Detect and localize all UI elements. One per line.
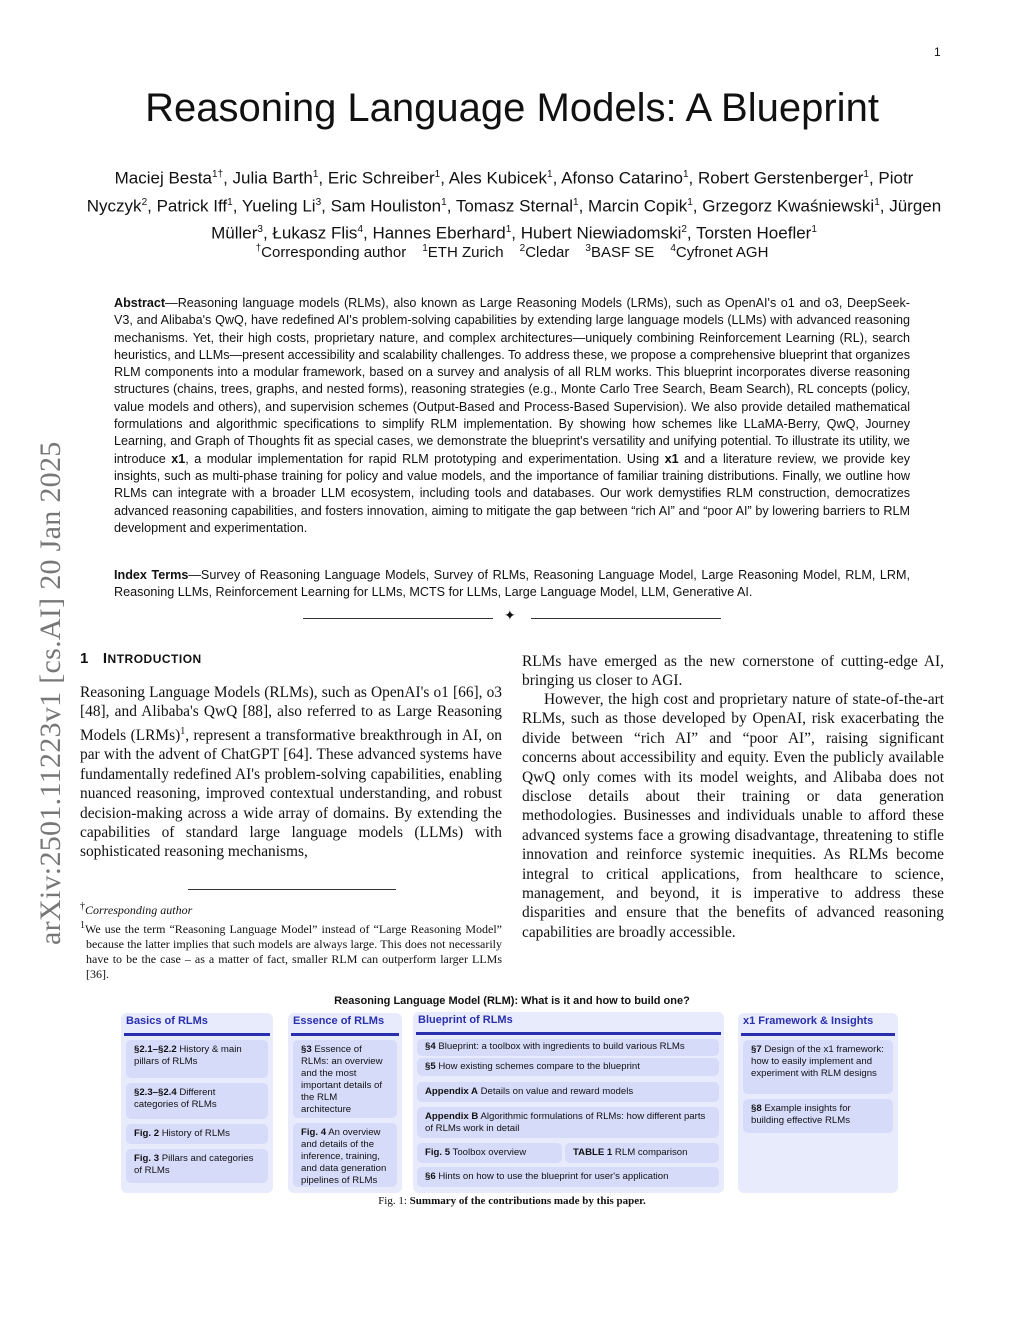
- footnote-text: We use the term “Reasoning Language Model” instead of “Large Reasoning Model” because the latter implies that such models are always large. This does not necessarily have to be the case – as a matter of fact, smaller RLM can outperform larger LLMs [36].: [85, 922, 502, 981]
- item-ref: TABLE 1: [573, 1147, 613, 1158]
- author-name: Sam Houliston: [330, 196, 442, 216]
- intro-paragraph-3: However, the high cost and proprietary nature of state-of-the-art RLMs, such as those developed by OpenAI, risk exacerbating the divide between “rich AI” and “poor AI”, raising significant concerns about accessibility and equity. Even the publicly available QwQ only comes with its model weights, and Alibaba does not disclose details about their training or data generation methodologies. Businesses and individuals unable to afford these advanced systems face a growing disadvantage, threatening to stifle innovation and reinforce systemic inequities. As RLMs become integral to critical applications, from healthcare to science, management, and beyond, it is imperative to address these disparities and ensure that the benefits of advanced reasoning capabilities are broadly accessible.: [522, 691, 944, 941]
- item-text: Different categories of RLMs: [134, 1087, 217, 1110]
- item-text: RLM comparison: [612, 1147, 688, 1158]
- author-name: Afonso Catarino: [561, 168, 683, 188]
- author-name: Torsten Hoefler: [696, 223, 812, 243]
- intro-p1-text-2: , represent a transformative breakthrough in AI, on par with the advent of ChatGPT [64]. These advanced systems have fundamentally redefined AI's problem-solving capabilities, enabling nuanced reasoning, improved contextual understanding, and robust decision-making across a wide array of domains. By extending the capabilities of standard large language models (LLMs) with sophisticated reasoning mechanisms,: [80, 726, 502, 861]
- author-name: Robert Gerstenberger: [698, 168, 864, 188]
- item-text: How existing schemes compare to the blueprint: [435, 1061, 640, 1072]
- section-title-rest: NTRODUCTION: [107, 652, 202, 666]
- panel-item: [126, 1149, 268, 1183]
- panel-item: [565, 1143, 719, 1163]
- item-ref: Fig. 3: [134, 1153, 160, 1164]
- affiliation-text: ETH Zurich: [427, 244, 504, 261]
- author-affiliation-mark: 1: [874, 196, 880, 208]
- panel-item: [743, 1040, 893, 1094]
- panel-x1-framework: [738, 1013, 898, 1193]
- author-list: Maciej Besta$^{1\dagger}$, Julia Barth$^1$, Eric Schreiber$^1$, Ales Kubicek$^1$, Afonso Catarino$^1$, Robert Gerstenberger$^1$, Piotr Nyczyk$^2$, Patrick Iff$^1$, Yueling Li$^3$, Sam Houliston$^1$, Tomasz Sternal$^1$, Marcin Copik$^1$, Grzegorz Kwaśniewski$^1$, Jürgen Müller$^3$, Łukasz Flis$^4$, Hannes Eberhard$^1$, Hubert Niewiadomski$^2$, Torsten Hoefler$^1$: [86, 168, 942, 243]
- item-text: Toolbox overview: [450, 1147, 527, 1158]
- affiliation-mark: 4: [670, 243, 676, 254]
- panel-item: [293, 1040, 397, 1118]
- item-ref: §5: [425, 1061, 436, 1072]
- intro-p1-text: Reasoning Language Models (RLMs), such as OpenAI's o1 [66], o3 [48], and Alibaba's QwQ [88], also referred to as Large Reasoning Models (LRMs): [80, 684, 502, 744]
- affiliation-text: Cyfronet AGH: [675, 244, 769, 261]
- affiliation: [256, 244, 407, 261]
- author-affiliation-mark: 1: [682, 169, 689, 180]
- author-name: Tomasz Sternal: [455, 196, 574, 216]
- panel-item: [417, 1039, 719, 1056]
- panel-item: [126, 1083, 268, 1119]
- author-affiliation-mark: 4: [357, 224, 363, 236]
- item-text: History & main pillars of RLMs: [134, 1044, 242, 1067]
- abstract-label: Abstract: [114, 296, 166, 310]
- footnote-text: Corresponding author: [85, 903, 193, 917]
- affiliation: [585, 244, 654, 261]
- section-heading: [80, 650, 202, 667]
- figure-caption-label: Fig. 1:: [378, 1195, 407, 1207]
- panel-item: [417, 1058, 719, 1076]
- figure-caption: [0, 1195, 1024, 1207]
- panel-item: [126, 1040, 268, 1078]
- item-ref: §6: [425, 1171, 436, 1182]
- footnote-ref: 1: [180, 725, 186, 737]
- abstract-text-3: and a literature review, we provide key insights, such as multi-phase training for policy and value models, and the importance of familiar training distributions. Finally, we outline how RLMs can integrate with a broader LLM ecosystem, including tools and databases. Our work demystifies RLM construction, democratizes advanced reasoning capabilities, and fosters innovation, aiming to mitigate the gap between “rich AI” and “poor AI” by lowering barriers to RLM development and experimentation.: [114, 451, 910, 535]
- author-affiliation-mark: 3: [315, 196, 322, 208]
- index-terms: [114, 567, 910, 602]
- panel-rule: [291, 1033, 399, 1036]
- item-ref: Fig. 4: [301, 1127, 327, 1138]
- item-ref: §8: [751, 1103, 762, 1114]
- section-title-initial: I: [102, 650, 108, 667]
- abstract: [114, 295, 910, 537]
- author-affiliation-mark: 1: [687, 196, 693, 208]
- item-text: An overview and details of the inference, training, and data generation pipelines of RLMs: [301, 1127, 387, 1186]
- affiliation-mark: 3: [585, 243, 591, 254]
- affiliation-mark: 1: [422, 243, 428, 254]
- panel-item: [417, 1167, 719, 1187]
- item-ref: §2.3–§2.4: [134, 1087, 177, 1098]
- section-number: 1: [80, 650, 89, 667]
- author-affiliation-mark: 1†: [211, 169, 224, 180]
- author-name: Jürgen Müller: [211, 196, 942, 243]
- item-text: Blueprint: a toolbox with ingredients to build various RLMs: [435, 1041, 685, 1052]
- panel-essence: [288, 1013, 402, 1193]
- panel-item: [743, 1099, 893, 1133]
- footnote-mark: 1: [80, 920, 85, 931]
- affiliations: [0, 243, 1024, 261]
- item-text: Pillars and categories of RLMs: [134, 1153, 254, 1176]
- panel-title: x1 Framework & Insights: [743, 1015, 874, 1027]
- index-terms-text: —Survey of Reasoning Language Models, Survey of RLMs, Reasoning Language Model, Large Reasoning Model, RLM, LRM, Reasoning LLMs, Reinforcement Learning for LLMs, MCTS for LLMs, Large Language Model, LLM, Generative AI.: [114, 568, 910, 600]
- panel-title: Basics of RLMs: [126, 1015, 208, 1027]
- paper-title: Reasoning Language Models: A Blueprint: [145, 86, 879, 130]
- item-text: History of RLMs: [159, 1128, 230, 1139]
- panel-item: [417, 1143, 562, 1163]
- author-affiliation-mark: 1: [573, 196, 579, 208]
- item-ref: §4: [425, 1041, 436, 1052]
- affiliation: [422, 244, 503, 261]
- author-affiliation-mark: 1: [505, 224, 512, 236]
- item-ref: §7: [751, 1044, 762, 1055]
- author-name: Ales Kubicek: [448, 168, 547, 188]
- item-text: Algorithmic formulations of RLMs: how different parts of RLMs work in detail: [425, 1111, 706, 1134]
- affiliation: [670, 244, 768, 261]
- separator-rule-right: [531, 618, 721, 619]
- author-name: Łukasz Flis: [272, 223, 358, 243]
- abstract-text: —Reasoning language models (RLMs), also known as Large Reasoning Models (LRMs), such as OpenAI's o1 and o3, DeepSeek-V3, and Alibaba's QwQ, have redefined AI's problem-solving capabilities by extending large language models (LLMs) with advanced reasoning mechanisms. Yet, their high costs, proprietary nature, and complex architectures—uniquely combining Reinforcement Learning (RL), search heuristics, and LLMs—present accessibility and scalability challenges. To address these, we propose a comprehensive blueprint that organizes RLM components into a modular framework, based on a survey and analysis of all RLM works. This blueprint incorporates diverse reasoning structures (chains, trees, graphs, and nested forms), reasoning strategies (e.g., Monte Carlo Tree Search, Beam Search), RL concepts (policy, value models and others), and supervision schemes (Output-Based and Process-Based Supervision). We also provide detailed mathematical formulations and algorithmic specifications to simplify RLM implementation. By showing how schemes like LLaMA-Berry, QwQ, Journey Learning, and Graph of Thoughts fit as special cases, we demonstrate the blueprint's versatility and unifying potential. To illustrate its utility, we introduce: [114, 296, 910, 466]
- item-ref: Appendix A: [425, 1086, 478, 1097]
- figure-caption-text: Summary of the contributions made by this paper.: [409, 1195, 646, 1207]
- footnote-corresponding: [80, 899, 502, 918]
- item-ref: Fig. 5: [425, 1147, 451, 1158]
- intro-paragraph-1: [80, 683, 502, 862]
- author-name: Hubert Niewiadomski: [520, 223, 682, 243]
- item-ref: §3: [301, 1044, 312, 1055]
- author-affiliation-mark: 3: [257, 224, 263, 236]
- author-name: Marcin Copik: [588, 196, 688, 216]
- separator-rule-left: [303, 618, 493, 619]
- author-affiliation-mark: 1: [312, 169, 319, 180]
- index-terms-label: Index Terms: [114, 568, 189, 582]
- panel-item: [293, 1123, 397, 1187]
- author-affiliation-mark: 2: [141, 196, 148, 208]
- panel-item: [417, 1082, 719, 1102]
- item-ref: §2.1–§2.2: [134, 1044, 177, 1055]
- author-name: Patrick Iff: [156, 196, 228, 216]
- author-affiliation-mark: 1: [811, 224, 817, 236]
- abstract-text-2: , a modular implementation for rapid RLM prototyping and experimentation. Using: [185, 451, 660, 466]
- author-name: Hannes Eberhard: [372, 223, 506, 243]
- panel-rule: [124, 1033, 270, 1036]
- figure-title: Reasoning Language Model (RLM): What is it and how to build one?: [334, 995, 690, 1007]
- panel-item: [126, 1124, 268, 1144]
- affiliation-mark: †: [255, 243, 262, 254]
- author-name: Yueling Li: [241, 196, 316, 216]
- item-text: Example insights for building effective RLMs: [751, 1103, 851, 1126]
- panel-item: [417, 1107, 719, 1138]
- author-name: Maciej Besta: [114, 168, 212, 188]
- author-affiliation-mark: 1: [547, 169, 553, 180]
- footnotes: [80, 899, 502, 982]
- item-ref: Appendix B: [425, 1111, 479, 1122]
- item-text: Details on value and reward models: [477, 1086, 634, 1097]
- footnote-rule: [188, 889, 396, 890]
- author-name: Julia Barth: [232, 168, 313, 188]
- affiliation-text: Corresponding author: [261, 244, 407, 261]
- author-name: Grzegorz Kwaśniewski: [702, 196, 875, 216]
- author-affiliation-mark: 1: [441, 196, 447, 208]
- panel-basics: [121, 1013, 273, 1193]
- separator-diamond-icon: ✦: [504, 609, 516, 624]
- arxiv-stamp: arXiv:2501.11223v1 [cs.AI] 20 Jan 2025: [34, 441, 67, 945]
- author-name: Eric Schreiber: [327, 168, 435, 188]
- affiliation-text: Cledar: [525, 244, 570, 261]
- author-affiliation-mark: 1: [434, 169, 441, 180]
- panel-title: Essence of RLMs: [293, 1015, 385, 1027]
- author-affiliation-mark: 2: [681, 224, 687, 236]
- footnote-mark: †: [80, 901, 85, 912]
- affiliation: [520, 244, 570, 261]
- abstract-x1-term: x1: [664, 451, 679, 466]
- panel-rule: [416, 1032, 721, 1035]
- panel-title: Blueprint of RLMs: [418, 1014, 513, 1026]
- author-name: Piotr Nyczyk: [86, 168, 914, 216]
- item-text: Essence of RLMs: an overview and the most important details of the RLM architecture: [301, 1044, 383, 1115]
- footnote-1: [80, 918, 502, 982]
- author-affiliation-mark: 1: [863, 169, 869, 180]
- affiliation-text: BASF SE: [590, 244, 655, 261]
- abstract-x1-term: x1: [171, 451, 186, 466]
- panel-blueprint: [413, 1012, 724, 1193]
- item-ref: Fig. 2: [134, 1128, 160, 1139]
- author-affiliation-mark: 1: [227, 196, 233, 208]
- page-number: 1: [934, 45, 941, 59]
- item-text: Hints on how to use the blueprint for user's application: [435, 1171, 669, 1182]
- item-text: Design of the x1 framework: how to easily implement and experiment with RLM designs: [751, 1044, 884, 1079]
- intro-paragraph-2: RLMs have emerged as the new cornerstone of cutting-edge AI, bringing us closer to AGI.: [522, 653, 944, 690]
- affiliation-mark: 2: [519, 243, 526, 254]
- panel-rule: [741, 1033, 895, 1036]
